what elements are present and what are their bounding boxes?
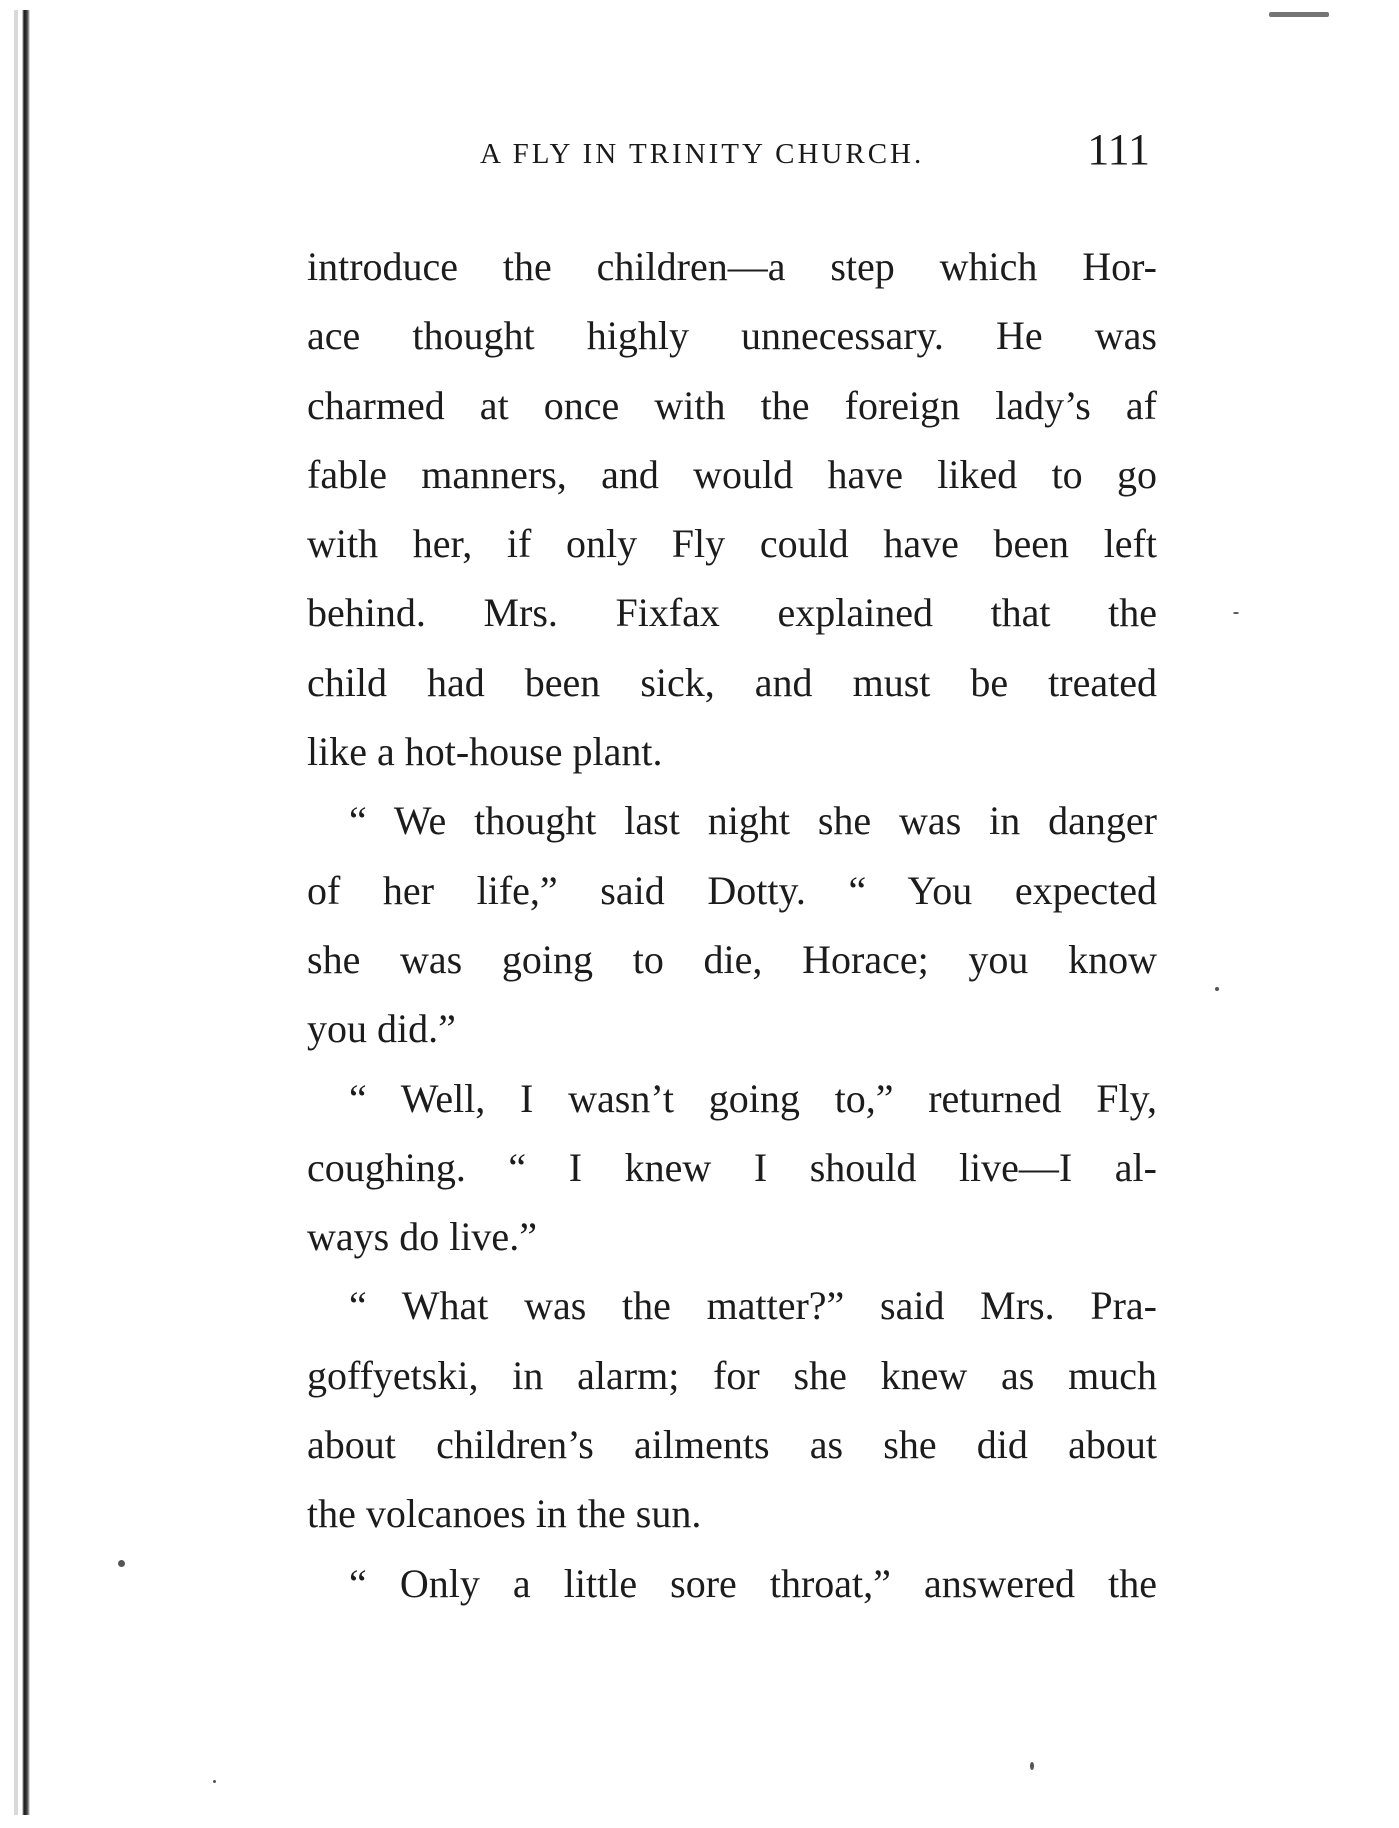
binding-shadow xyxy=(14,10,18,1815)
page-body xyxy=(307,232,1157,1618)
scan-speck xyxy=(118,1560,125,1567)
page-header xyxy=(300,125,1150,182)
scan-corner-mark xyxy=(1269,12,1329,17)
text-line: behind. Mrs. Fixfax explained that the xyxy=(307,590,1157,636)
book-binding-edge xyxy=(22,10,36,1815)
text-line: introduce the children—a step which Hor- xyxy=(307,244,1157,289)
text-line: fable manners, and would have liked to go xyxy=(307,451,1157,497)
text-line: “ Well, I wasn’t going to,” returned Fly, xyxy=(349,1075,1157,1121)
text-line: coughing. “ I knew I should live—I al- xyxy=(307,1144,1157,1190)
text-line: child had been sick, and must be treated xyxy=(307,659,1157,705)
text-line: goffyetski, in alarm; for she knew as much xyxy=(307,1352,1157,1398)
text-line: she was going to die, Horace; you know xyxy=(307,936,1157,982)
text-line: ways do live.” xyxy=(307,1214,537,1260)
scan-speck xyxy=(1233,612,1239,614)
text-line: like a hot-house plant. xyxy=(307,729,663,775)
text-line: the volcanoes in the sun. xyxy=(307,1491,702,1537)
scan-speck xyxy=(213,1780,216,1783)
text-line: of her life,” said Dotty. “ You expected xyxy=(307,867,1157,913)
text-line: charmed at once with the foreign lady’s af xyxy=(307,382,1157,428)
text-line: you did.” xyxy=(307,1006,456,1052)
text-line: about children’s ailments as she did about xyxy=(307,1422,1157,1468)
scan-speck xyxy=(1030,1762,1034,1770)
text-line: “ Only a little sore throat,” answered the xyxy=(349,1560,1157,1606)
text-line: “ We thought last night she was in danger xyxy=(349,798,1157,844)
page-number: 111 xyxy=(1087,125,1150,174)
text-line: ace thought highly unnecessary. He was xyxy=(307,313,1157,359)
text-line: “ What was the matter?” said Mrs. Pra- xyxy=(349,1283,1157,1329)
running-head: A FLY IN TRINITY CHURCH. xyxy=(480,138,925,170)
scan-speck xyxy=(1215,987,1219,991)
text-line: with her, if only Fly could have been left xyxy=(307,521,1157,567)
